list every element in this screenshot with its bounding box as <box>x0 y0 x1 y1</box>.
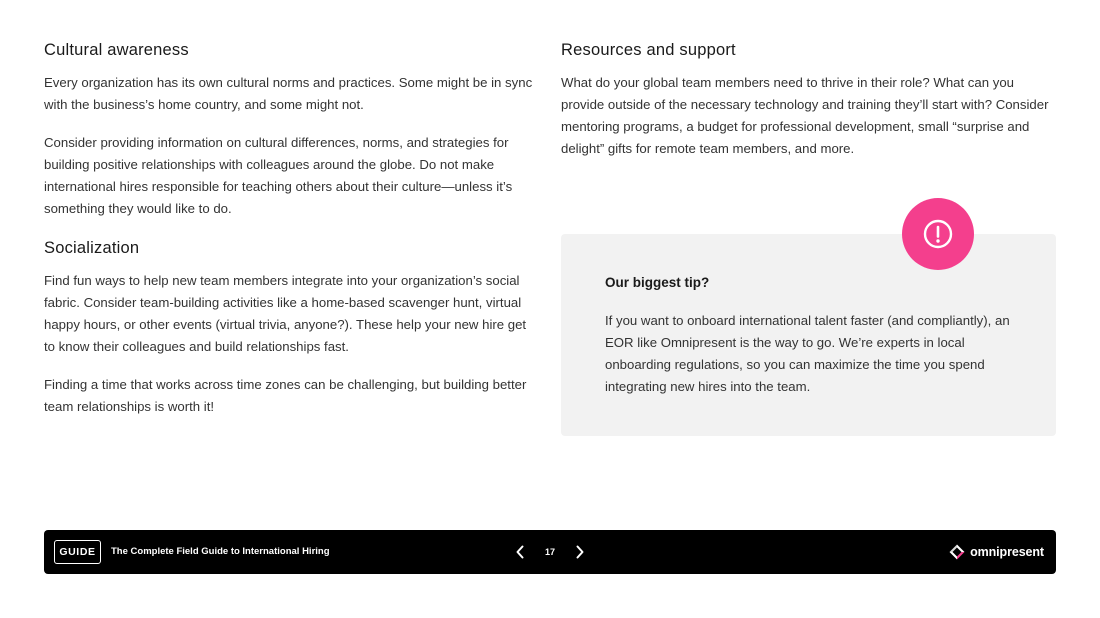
next-page-button[interactable] <box>570 540 590 564</box>
tip-callout <box>561 234 1056 436</box>
right-column <box>561 38 1056 176</box>
previous-page-button[interactable] <box>510 540 530 564</box>
socialization-section <box>44 236 536 418</box>
tip-text: If you want to onboard international talent faster (and compliantly), an EOR like Omnipresent is the way to go. We’re experts in local onboarding regulations, so you can maximize the time you spend integrating new hires into the team. <box>605 313 1010 394</box>
cultural-awareness-paragraph-1: Every organization has its own cultural norms and practices. Some might be in sync with the business’s home country, and some might not. <box>44 75 533 112</box>
socialization-paragraph-2: Finding a time that works across time zones can be challenging, but building better team relationships is worth it! <box>44 377 527 414</box>
resources-support-heading: Resources and support <box>561 41 736 59</box>
alert-icon <box>922 218 954 250</box>
page-number: 17 <box>544 547 555 557</box>
omnipresent-logo[interactable] <box>948 542 1044 562</box>
guide-badge: GUIDE <box>54 540 101 564</box>
pagination <box>510 540 590 564</box>
chevron-left-icon <box>515 545 525 559</box>
socialization-paragraph-1: Find fun ways to help new team members integrate into your organization’s social fabric. Consider team-building activities like a home-based scavenger hunt, virtual happy hours, or other events (virtual trivia, anyone?). These help your new hire get to know their colleagues and build relationships fast. <box>44 273 527 354</box>
guide-title: The Complete Field Guide to International Hiring <box>111 546 330 557</box>
left-column <box>44 38 536 434</box>
resources-support-paragraph: What do your global team members need to thrive in their role? What can you provide outside of the necessary technology and training they’ll start with? Consider mentoring programs, a budget for professional development, small “surprise and delight” gifts for remote team members, and more. <box>561 75 1049 156</box>
cultural-awareness-section <box>44 38 536 220</box>
tip-title: Our biggest tip? <box>605 275 710 290</box>
brand-name: omnipresent <box>970 545 1044 559</box>
omnipresent-logo-icon <box>948 543 966 561</box>
chevron-right-icon <box>575 545 585 559</box>
resources-support-section <box>561 38 1056 160</box>
alert-icon-badge <box>902 198 974 270</box>
footer-bar <box>44 530 1056 574</box>
tip-content <box>605 272 1025 398</box>
cultural-awareness-heading: Cultural awareness <box>44 41 189 59</box>
cultural-awareness-paragraph-2: Consider providing information on cultural differences, norms, and strategies for building positive relationships with colleagues around the globe. Do not make international hires responsible for teaching others about their culture—unless it’s something they would like to do. <box>44 135 513 216</box>
socialization-heading: Socialization <box>44 239 140 257</box>
